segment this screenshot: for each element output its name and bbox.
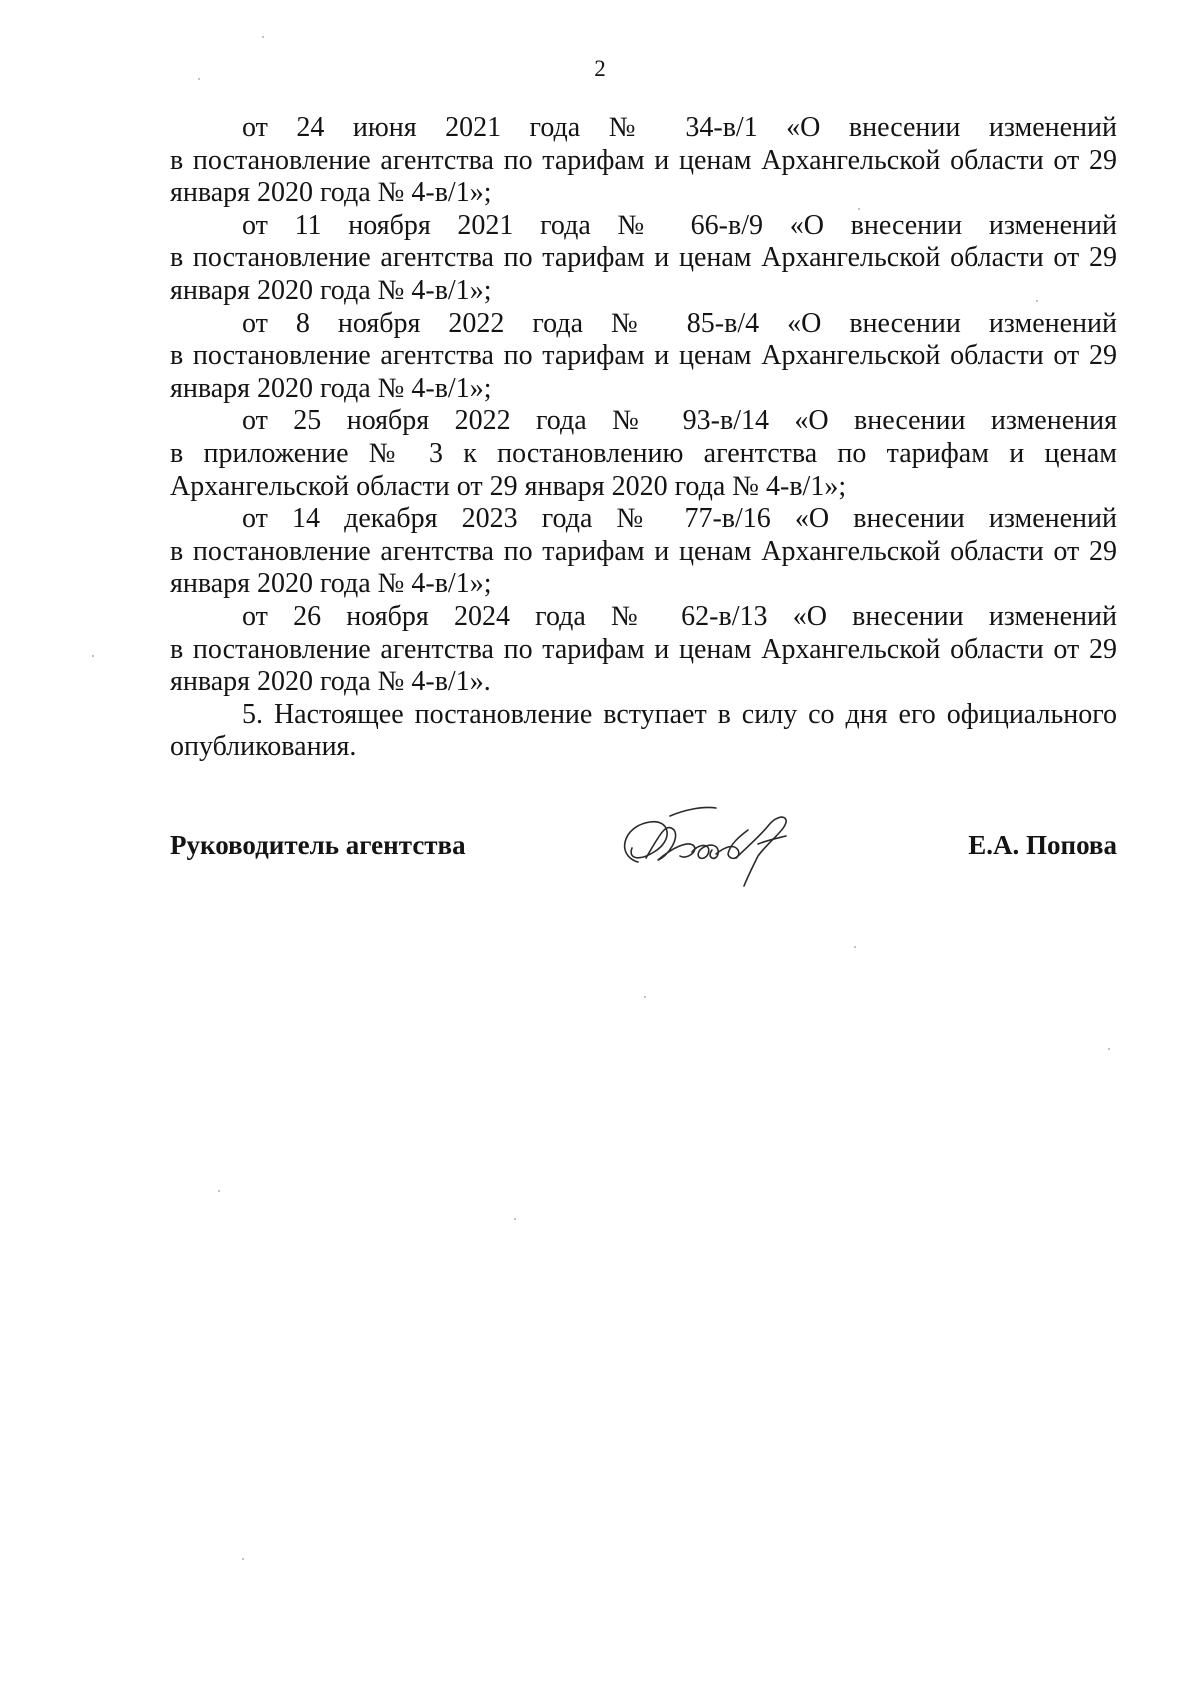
paragraph-first-line: 5. Настоящее постановление вступает в силу со дня его официального: [242, 698, 1117, 730]
list-item: [170, 405, 1117, 503]
paragraph-first-line: от 8 ноября 2022 года № 85-в/4 «О внесении изменений: [242, 307, 1117, 339]
paragraph-continuation: в постановление агентства по тарифам и ценам Архангельской области от 29 января 2020 года № 4-в/1»;: [170, 242, 1117, 306]
paragraph-first-line: от 24 июня 2021 года № 34-в/1 «О внесении изменений: [242, 112, 1117, 143]
scan-speck: [514, 1218, 516, 1220]
paragraph-first-line: от 25 ноября 2022 года № 93-в/14 «О внесении изменения: [242, 405, 1117, 437]
effective-date-clause: [170, 699, 1117, 764]
paragraph-continuation: в постановление агентства по тарифам и ценам Архангельской области от 29 января 2020 года № 4-в/1».: [170, 633, 1117, 698]
list-item: [170, 503, 1117, 601]
scan-speck: [644, 996, 646, 998]
paragraph-continuation: в постановление агентства по тарифам и ценам Архангельской области от 29 января 2020 года № 4-в/1»;: [170, 535, 1117, 600]
scan-speck: [854, 946, 856, 948]
scan-speck: [218, 1190, 220, 1192]
list-item: [170, 308, 1117, 406]
handwritten-signature-icon: [608, 800, 808, 890]
signatory-title: Руководитель агентства: [170, 830, 466, 860]
scan-speck: [242, 1558, 244, 1560]
list-item: [170, 112, 1117, 210]
paragraph-first-line: от 26 ноября 2024 года № 62-в/13 «О внесении изменений: [242, 600, 1117, 632]
scan-speck: [262, 36, 264, 38]
scan-speck: [198, 78, 200, 80]
scan-speck: [92, 655, 94, 657]
scan-speck: [1108, 1048, 1110, 1050]
page-number: 2: [594, 56, 606, 81]
document-body: [170, 112, 1117, 764]
scan-speck: [1036, 300, 1038, 302]
paragraph-first-line: от 14 декабря 2023 года № 77-в/16 «О внесении изменений: [242, 503, 1117, 535]
list-item: [170, 601, 1117, 699]
scan-speck: [858, 208, 860, 210]
list-item: [170, 210, 1117, 308]
paragraph-continuation: в постановление агентства по тарифам и ценам Архангельской области от 29 января 2020 года № 4-в/1»;: [170, 144, 1117, 209]
paragraph-continuation: в постановление агентства по тарифам и ценам Архангельской области от 29 января 2020 года № 4-в/1»;: [170, 340, 1117, 404]
paragraph-continuation: в приложение № 3 к постановлению агентства по тарифам и ценам Архангельской области от 29 января 2020 года № 4-в/1»;: [170, 437, 1117, 502]
paragraph-continuation: опубликования.: [170, 731, 357, 763]
signatory-name: Е.А. Попова: [968, 830, 1117, 860]
paragraph-first-line: от 11 ноября 2021 года № 66-в/9 «О внесении изменений: [242, 209, 1117, 241]
